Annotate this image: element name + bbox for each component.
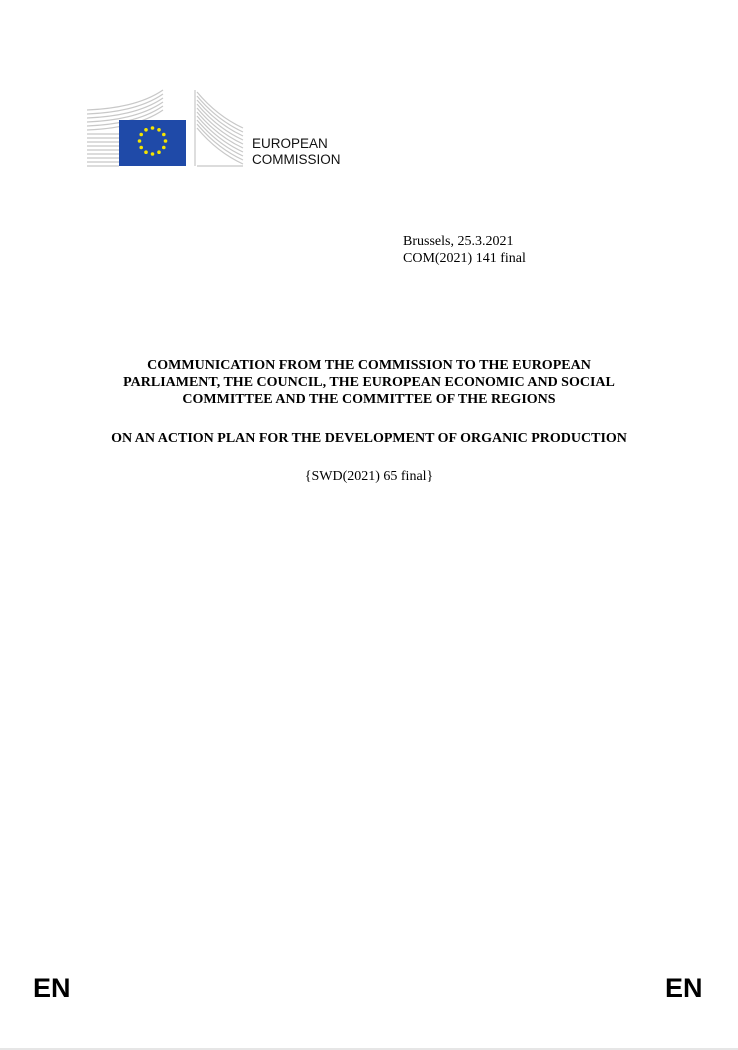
european-commission-logo xyxy=(87,88,357,168)
document-meta xyxy=(403,233,526,267)
language-code-right: EN xyxy=(665,973,703,1003)
logo-line-2: COMMISSION xyxy=(252,152,341,167)
title-line-2: PARLIAMENT, THE COUNCIL, THE EUROPEAN ECONOMIC AND SOCIAL xyxy=(123,375,615,390)
related-document-reference: {SWD(2021) 65 final} xyxy=(304,469,434,484)
logo-line-1: EUROPEAN xyxy=(252,136,328,151)
logo-text xyxy=(252,136,341,168)
document-reference: COM(2021) 141 final xyxy=(403,251,526,266)
title-line-1: COMMUNICATION FROM THE COMMISSION TO THE EUROPEAN xyxy=(147,358,591,373)
eu-flag-icon xyxy=(87,88,247,168)
title-line-3: COMMITTEE AND THE COMMITTEE OF THE REGIONS xyxy=(182,392,556,407)
document-subtitle: ON AN ACTION PLAN FOR THE DEVELOPMENT OF ORGANIC PRODUCTION xyxy=(111,431,627,446)
place-date: Brussels, 25.3.2021 xyxy=(403,234,514,249)
language-code-left: EN xyxy=(33,973,71,1003)
document-title xyxy=(60,357,678,408)
